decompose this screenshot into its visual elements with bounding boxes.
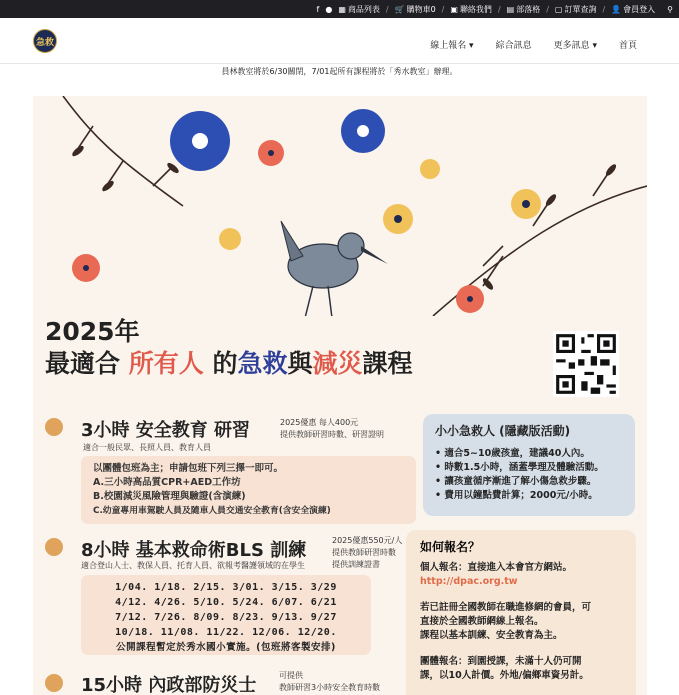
notice-text: 員林教室將於6/30關閉，7/01起所有課程將於「秀水教室」辦理。 [221, 67, 458, 76]
topbar-orders[interactable]: ▢ 訂單查詢 [554, 4, 597, 14]
how-to-register-box: 如何報名？ 個人報名：直接進入本會官方網站。 http://dpac.org.tw 若已註冊全國教師在職進修網的會員，可 直接於全國教師網線上報名。 課程以基本訓練、安全教育為主。 團體報名：到園授課，未滿十人仍可開 課，以10人計價。外地/偏鄉車資另計。 [406, 530, 636, 695]
nav-item-more[interactable]: 更多訊息 ▾ [553, 41, 597, 51]
bullet-dot [45, 418, 63, 436]
how-title: 如何報名？ [420, 540, 481, 554]
course2-dates: 1/04. 1/18. 2/15. 3/01. 3/15. 3/29 4/12. 4/26. 5/10. 5/24. 6/07. 6/21 7/12. 7/26. 8/09. 8/23. 9/13. 9/27 10/18. 11/08. 11/22. 12/06. 12/20. 公開課程暫定於秀水國小實施。(包班將客製安排) [115, 582, 337, 653]
course2-title: 8小時 基本救命術BLS 訓練 [81, 540, 307, 561]
course1-cert: 提供教師研習時數、研習證明 [280, 430, 384, 439]
course2-audience: 適合登山人士、教保人員、托育人員、欲報考醫護領域的在學生 [81, 561, 305, 570]
website-link[interactable]: http://dpac.org.tw [420, 576, 518, 587]
list-item: • 時數1.5小時，涵蓋學理及體驗活動。 [435, 461, 623, 475]
course1-price: 2025優惠 每人400元 [280, 418, 359, 427]
chat-icon: ▣ [450, 4, 458, 14]
nav-item-register[interactable]: 線上報名 ▾ [430, 41, 474, 51]
user-icon: 👤 [611, 4, 622, 14]
poster-title: 最適合 所有人 的急救與減災課程 [45, 349, 413, 378]
nav-item-home[interactable]: 首頁 [618, 41, 637, 51]
poster-year: 2025年 [45, 317, 140, 346]
course3-note2: 教師研習3小時安全教育時數 [279, 683, 381, 692]
course2-cert2: 提供訓練證書 [332, 560, 380, 569]
facebook-icon[interactable]: f [316, 4, 320, 14]
course-poster [33, 96, 647, 695]
bullet-dot [45, 674, 63, 692]
order-icon: ▢ [554, 4, 563, 14]
course1-box: 以團體包班為主；申請包班下列三擇一即可。 A.三小時高品質CPR+AED工作坊 B.校園減災風險管理與驗證(含演練) C.幼童專用車駕駛人員及隨車人員交通安全教育(含安全演練) [81, 456, 416, 524]
course2-price: 2025優惠550元/人 [332, 536, 403, 545]
nav-menu [430, 38, 637, 51]
main-nav [0, 18, 679, 64]
bird-illustration [281, 221, 388, 316]
top-bar: f ● ▦ 商品列表 / 🛒 購物車0 / ▣ 聯絡我們 / ▤ 部落格 / ▢ 訂單查詢 / 👤 會員登入 ⚲ [0, 0, 679, 18]
kids-title: 小小急救人 (隱藏版活動) [435, 424, 571, 438]
list-item: • 費用以鐘點費計算；2000元/小時。 [435, 489, 623, 503]
topbar-cart[interactable]: 🛒 購物車0 [394, 4, 436, 14]
course3-note1: 可提供 [279, 671, 303, 680]
decoration-illustration [33, 96, 647, 316]
cart-icon: 🛒 [394, 4, 405, 14]
topbar-product-list[interactable]: ▦ 商品列表 [338, 4, 380, 14]
kids-activity-box [423, 414, 635, 516]
list-item: • 適合5~10歲孩童，建議40人內。 [435, 447, 623, 461]
course1-title: 3小時 安全教育 研習 [81, 420, 251, 441]
bullet-dot [45, 538, 63, 556]
search-icon[interactable]: ⚲ [667, 4, 673, 14]
topbar-contact[interactable]: ▣ 聯絡我們 [450, 4, 492, 14]
topbar-login[interactable]: 👤 會員登入 [611, 4, 656, 14]
qr-code[interactable] [553, 331, 619, 397]
list-item: • 讓孩童循序漸進了解小傷急救步驟。 [435, 475, 623, 489]
grid-icon: ▦ [338, 4, 346, 14]
nav-item-news[interactable]: 綜合訊息 [495, 41, 532, 51]
site-logo[interactable]: 急救 [33, 29, 57, 53]
course2-cert1: 提供教師研習時數 [332, 548, 396, 557]
topbar-blog[interactable]: ▤ 部落格 [506, 4, 541, 14]
blog-icon: ▤ [506, 4, 515, 14]
course3-title: 15小時 內政部防災士 [81, 675, 257, 695]
course1-audience: 適合一般民眾、長照人員、教育人員 [83, 443, 211, 452]
line-icon[interactable]: ● [325, 4, 333, 14]
